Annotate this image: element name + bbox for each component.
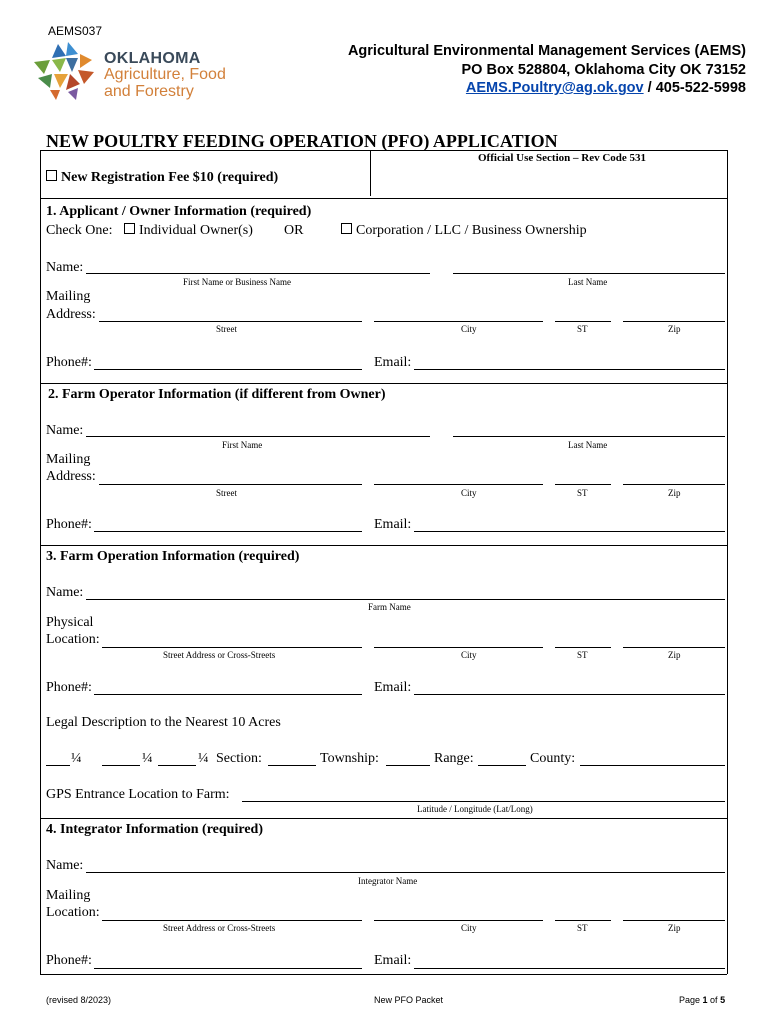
owner-email-label: Email: — [374, 355, 412, 370]
operator-city-field[interactable] — [374, 484, 543, 485]
operator-email-field[interactable] — [414, 531, 725, 532]
operator-phone-label: Phone#: — [46, 517, 92, 532]
page-title: NEW POULTRY FEEDING OPERATION (PFO) APPLICATION — [46, 131, 558, 151]
operator-zip-field[interactable] — [623, 484, 725, 485]
operator-zip-caption: Zip — [668, 488, 681, 498]
farm-zip-field[interactable] — [623, 647, 725, 648]
integrator-state-caption: ST — [577, 923, 588, 933]
farm-city-caption: City — [461, 650, 477, 660]
range-field[interactable] — [478, 765, 526, 766]
farm-street-field[interactable] — [102, 647, 362, 648]
owner-first-name-field[interactable] — [86, 273, 430, 274]
form-border-bottom — [40, 974, 727, 975]
farm-city-field[interactable] — [374, 647, 543, 648]
footer-packet: New PFO Packet — [374, 995, 444, 1005]
fee-divider — [370, 150, 371, 196]
section-field[interactable] — [268, 765, 316, 766]
operator-last-name-caption: Last Name — [568, 440, 608, 450]
operator-mailing-label: Mailing — [46, 452, 91, 467]
owner-street-caption: Street — [216, 324, 237, 334]
gps-field[interactable] — [242, 801, 725, 802]
section2-heading: 2. Farm Operator Information (if different from Owner) — [48, 387, 386, 402]
farm-email-label: Email: — [374, 680, 412, 695]
integrator-name-field[interactable] — [86, 872, 725, 873]
logo-line-3: and Forestry — [104, 83, 194, 100]
quarter-3-field[interactable] — [158, 765, 196, 766]
farm-street-caption: Street Address or Cross-Streets — [163, 650, 276, 660]
owner-name-label: Name: — [46, 260, 84, 275]
operator-last-name-field[interactable] — [453, 436, 725, 437]
integrator-city-caption: City — [461, 923, 477, 933]
form-border-right — [727, 150, 728, 974]
form-border-left — [40, 150, 41, 974]
form-code: AEMS037 — [48, 24, 103, 38]
owner-email-field[interactable] — [414, 369, 725, 370]
farm-name-field[interactable] — [86, 599, 725, 600]
integrator-street-field[interactable] — [102, 920, 362, 921]
operator-address-label: Address: — [46, 469, 96, 484]
agency-block — [348, 42, 746, 98]
check-one-label: Check One: — [46, 223, 113, 238]
owner-city-field[interactable] — [374, 321, 543, 322]
logo-line-2: Agriculture, Food — [104, 66, 226, 83]
integrator-state-field[interactable] — [555, 920, 611, 921]
owner-state-caption: ST — [577, 324, 588, 334]
section-divider-1 — [40, 198, 727, 199]
integrator-email-field[interactable] — [414, 968, 725, 969]
form-border-top — [40, 150, 727, 151]
integrator-zip-caption: Zip — [668, 923, 681, 933]
owner-first-name-caption: First Name or Business Name — [183, 277, 291, 287]
quarter-1-field[interactable] — [46, 765, 70, 766]
operator-state-caption: ST — [577, 488, 588, 498]
operator-name-label: Name: — [46, 423, 84, 438]
agency-name: Agricultural Environmental Management Services (AEMS) — [347, 43, 746, 59]
section-divider-3 — [40, 545, 727, 546]
fee-checkbox-label[interactable]: New Registration Fee $10 (required) — [46, 170, 278, 186]
physical-label: Physical — [46, 615, 94, 630]
owner-state-field[interactable] — [555, 321, 611, 322]
individual-owner-option[interactable]: Individual Owner(s) — [124, 223, 253, 239]
farm-state-caption: ST — [577, 650, 588, 660]
farm-phone-field[interactable] — [94, 694, 362, 695]
integrator-phone-field[interactable] — [94, 968, 362, 969]
logo-line-1: OKLAHOMA — [104, 50, 201, 67]
farm-state-field[interactable] — [555, 647, 611, 648]
operator-state-field[interactable] — [555, 484, 611, 485]
corporation-checkbox[interactable] — [341, 223, 352, 234]
corporation-option[interactable]: Corporation / LLC / Business Ownership — [341, 223, 587, 239]
integrator-email-label: Email: — [374, 953, 412, 968]
section-divider-2 — [40, 383, 727, 384]
footer-page: Page 1 of 5 — [679, 995, 726, 1005]
owner-street-field[interactable] — [99, 321, 362, 322]
township-label: Township: — [320, 751, 379, 766]
quarter-1-label: ¼ — [71, 751, 82, 766]
or-label: OR — [284, 223, 304, 238]
legal-description-label: Legal Description to the Nearest 10 Acres — [46, 715, 281, 730]
agency-phone: / 405-522-5998 — [643, 80, 746, 96]
gps-caption: Latitude / Longitude (Lat/Long) — [417, 804, 533, 814]
operator-phone-field[interactable] — [94, 531, 362, 532]
owner-zip-caption: Zip — [668, 324, 681, 334]
individual-owner-checkbox[interactable] — [124, 223, 135, 234]
owner-last-name-field[interactable] — [453, 273, 725, 274]
owner-last-name-caption: Last Name — [568, 277, 608, 287]
integrator-street-caption: Street Address or Cross-Streets — [163, 923, 276, 933]
section1-heading: 1. Applicant / Owner Information (required) — [46, 204, 312, 219]
agency-email-link[interactable]: AEMS.Poultry@ag.ok.gov — [465, 80, 644, 96]
owner-phone-label: Phone#: — [46, 355, 92, 370]
farm-email-field[interactable] — [414, 694, 725, 695]
agency-contact — [348, 79, 746, 98]
location-label: Location: — [46, 632, 100, 647]
farm-name-caption: Farm Name — [368, 602, 411, 612]
township-field[interactable] — [386, 765, 430, 766]
owner-mailing-label: Mailing — [46, 289, 91, 304]
oda-logo-icon — [30, 40, 102, 102]
integrator-zip-field[interactable] — [623, 920, 725, 921]
quarter-2-label: ¼ — [142, 751, 153, 766]
integrator-city-field[interactable] — [374, 920, 543, 921]
integrator-mailing-label: Mailing — [46, 888, 91, 903]
footer-revised: (revised 8/2023) — [46, 995, 112, 1005]
integrator-location-label: Location: — [46, 905, 100, 920]
integrator-phone-label: Phone#: — [46, 953, 92, 968]
operator-email-label: Email: — [374, 517, 412, 532]
farm-name-label: Name: — [46, 585, 84, 600]
integrator-name-label: Name: — [46, 858, 84, 873]
county-field[interactable] — [580, 765, 725, 766]
section3-heading: 3. Farm Operation Information (required) — [46, 549, 300, 564]
operator-first-name-field[interactable] — [86, 436, 430, 437]
owner-address-label: Address: — [46, 307, 96, 322]
range-label: Range: — [434, 751, 474, 766]
quarter-3-label: ¼ — [198, 751, 209, 766]
county-label: County: — [530, 751, 576, 766]
quarter-2-field[interactable] — [102, 765, 140, 766]
section-divider-4 — [40, 818, 727, 819]
official-use-label: Official Use Section – Rev Code 531 — [478, 152, 647, 164]
agency-address: PO Box 528804, Oklahoma City OK 73152 — [461, 61, 746, 78]
section4-heading: 4. Integrator Information (required) — [46, 822, 263, 837]
section-label: Section: — [216, 751, 262, 766]
fee-checkbox[interactable] — [46, 170, 57, 181]
operator-street-caption: Street — [216, 488, 237, 498]
farm-phone-label: Phone#: — [46, 680, 92, 695]
owner-phone-field[interactable] — [94, 369, 362, 370]
integrator-name-caption: Integrator Name — [358, 876, 418, 886]
farm-zip-caption: Zip — [668, 650, 681, 660]
operator-first-name-caption: First Name — [222, 440, 263, 450]
operator-street-field[interactable] — [99, 484, 362, 485]
operator-city-caption: City — [461, 488, 477, 498]
owner-zip-field[interactable] — [623, 321, 725, 322]
gps-label: GPS Entrance Location to Farm: — [46, 787, 230, 802]
owner-city-caption: City — [461, 324, 477, 334]
